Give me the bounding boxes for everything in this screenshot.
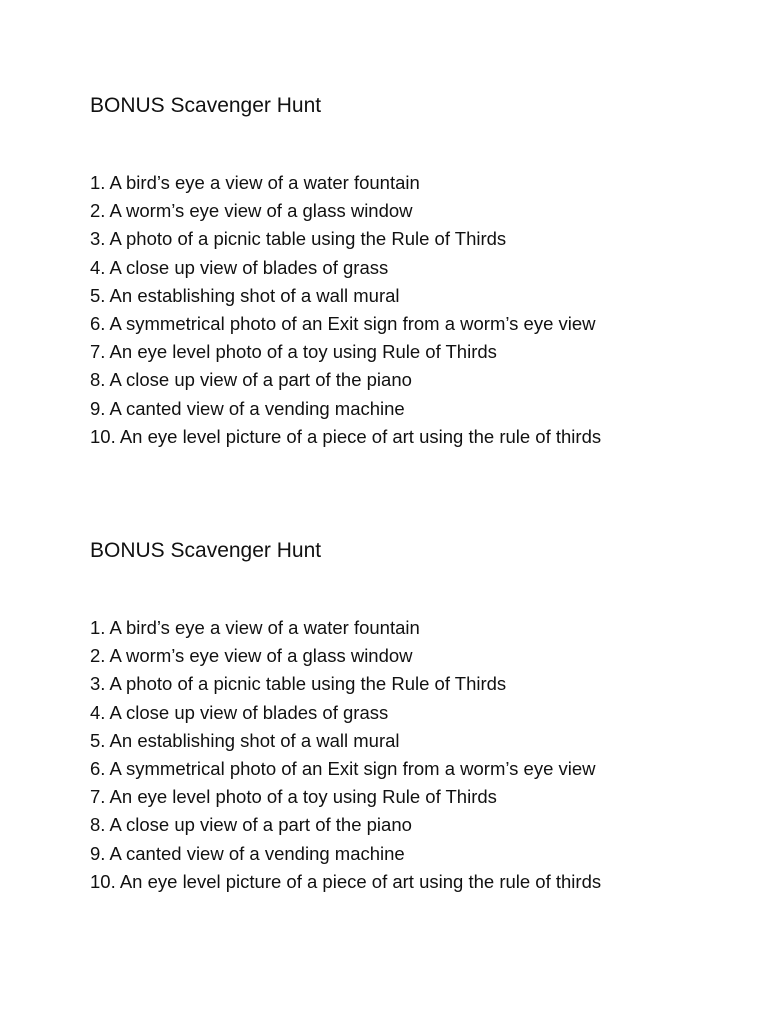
list-item: 5. An establishing shot of a wall mural <box>90 284 400 306</box>
list-item: 2. A worm’s eye view of a glass window <box>90 645 413 667</box>
list-item: 1. A bird’s eye a view of a water fountain <box>90 172 420 193</box>
list-item: 7. An eye level photo of a toy using Rule of Thirds <box>90 786 497 808</box>
task-list <box>90 614 710 896</box>
list-item: 10. An eye level picture of a piece of art using the rule of thirds <box>90 870 602 892</box>
list-item: 8. A close up view of a part of the piano <box>90 814 412 836</box>
list-item: 3. A photo of a picnic table using the Rule of Thirds <box>90 673 507 695</box>
list-item: 10. An eye level picture of a piece of art using the rule of thirds <box>90 425 602 447</box>
list-item: 2. A worm’s eye view of a glass window <box>90 200 413 222</box>
section-title: BONUS Scavenger Hunt <box>90 94 322 117</box>
list-item: 8. A close up view of a part of the piano <box>90 369 412 391</box>
list-item: 9. A canted view of a vending machine <box>90 842 405 864</box>
scavenger-hunt-section-1 <box>90 92 710 451</box>
list-item: 6. A symmetrical photo of an Exit sign from a worm’s eye view <box>90 758 596 780</box>
task-list <box>90 169 710 451</box>
list-item: 5. An establishing shot of a wall mural <box>90 729 400 751</box>
list-item: 4. A close up view of blades of grass <box>90 256 389 278</box>
list-item: 4. A close up view of blades of grass <box>90 701 389 723</box>
list-item: 1. A bird’s eye a view of a water fountain <box>90 617 420 638</box>
scavenger-hunt-section-2 <box>90 537 710 896</box>
list-item: 6. A symmetrical photo of an Exit sign from a worm’s eye view <box>90 313 596 335</box>
list-item: 7. An eye level photo of a toy using Rule of Thirds <box>90 341 497 363</box>
list-item: 9. A canted view of a vending machine <box>90 397 405 419</box>
list-item: 3. A photo of a picnic table using the Rule of Thirds <box>90 228 507 250</box>
section-title: BONUS Scavenger Hunt <box>90 539 322 562</box>
